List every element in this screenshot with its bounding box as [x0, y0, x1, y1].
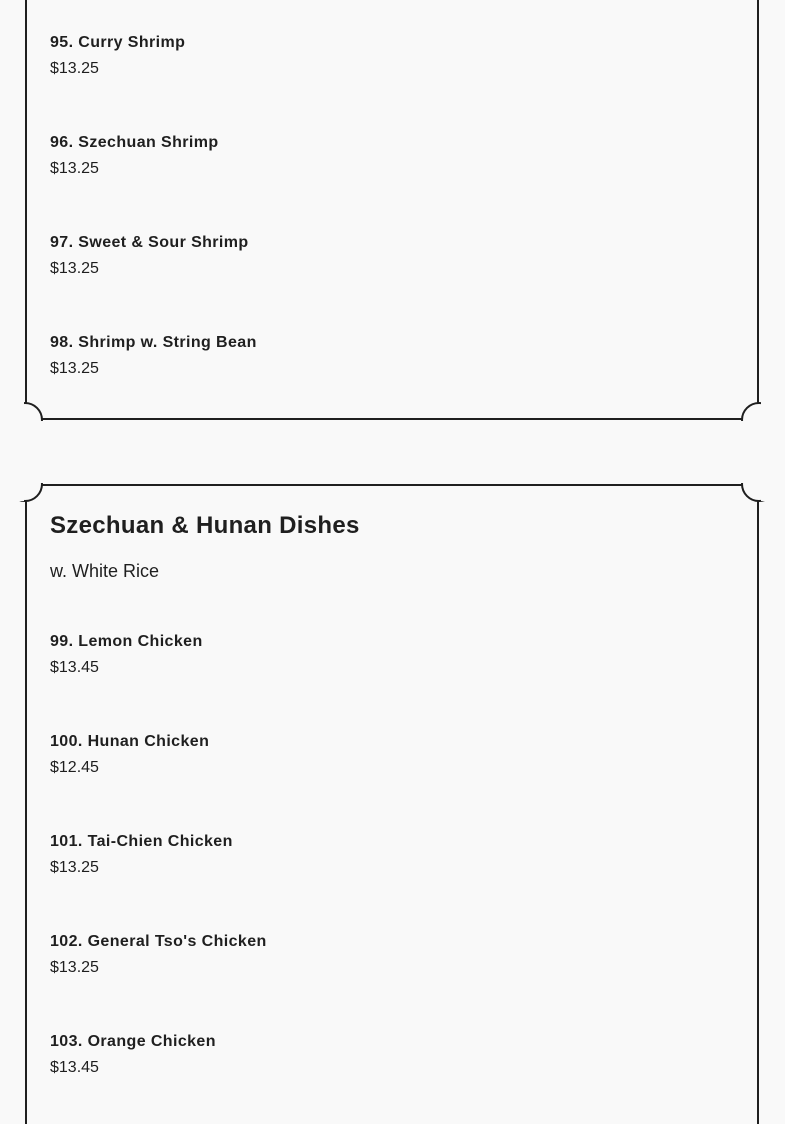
menu-item-price: $13.25 [50, 859, 99, 876]
menu-item-price: $13.45 [50, 659, 99, 676]
menu-item-name: 95. Curry Shrimp [50, 34, 186, 51]
menu-item-price: $13.45 [50, 1059, 99, 1076]
section-title: Szechuan & Hunan Dishes [50, 512, 360, 539]
menu-item[interactable] [50, 33, 185, 79]
menu-item-name: 100. Hunan Chicken [50, 733, 210, 750]
menu-item-name: 101. Tai-Chien Chicken [50, 833, 233, 850]
menu-item-name: 99. Lemon Chicken [50, 633, 203, 650]
section-subtitle: w. White Rice [50, 561, 160, 581]
menu-item-price: $12.45 [50, 759, 99, 776]
menu-item-price: $13.25 [50, 60, 99, 77]
menu-item[interactable] [50, 333, 257, 379]
menu-item-name: 102. General Tso's Chicken [50, 933, 267, 950]
menu-item[interactable] [50, 133, 219, 179]
menu-item[interactable] [50, 233, 249, 279]
menu-item[interactable] [50, 732, 209, 778]
menu-item-price: $13.25 [50, 959, 99, 976]
menu-item-price: $13.25 [50, 260, 99, 277]
menu-item-name: 103. Orange Chicken [50, 1033, 216, 1050]
menu-item[interactable] [50, 1032, 216, 1078]
menu-item-price: $13.25 [50, 160, 99, 177]
menu-item-price: $13.25 [50, 360, 99, 377]
menu-item[interactable] [50, 632, 203, 678]
menu-item[interactable] [50, 832, 233, 878]
menu-item[interactable] [50, 932, 267, 978]
menu-item-name: 98. Shrimp w. String Bean [50, 334, 257, 351]
menu-item-name: 97. Sweet & Sour Shrimp [50, 234, 249, 251]
menu-item-name: 96. Szechuan Shrimp [50, 134, 219, 151]
